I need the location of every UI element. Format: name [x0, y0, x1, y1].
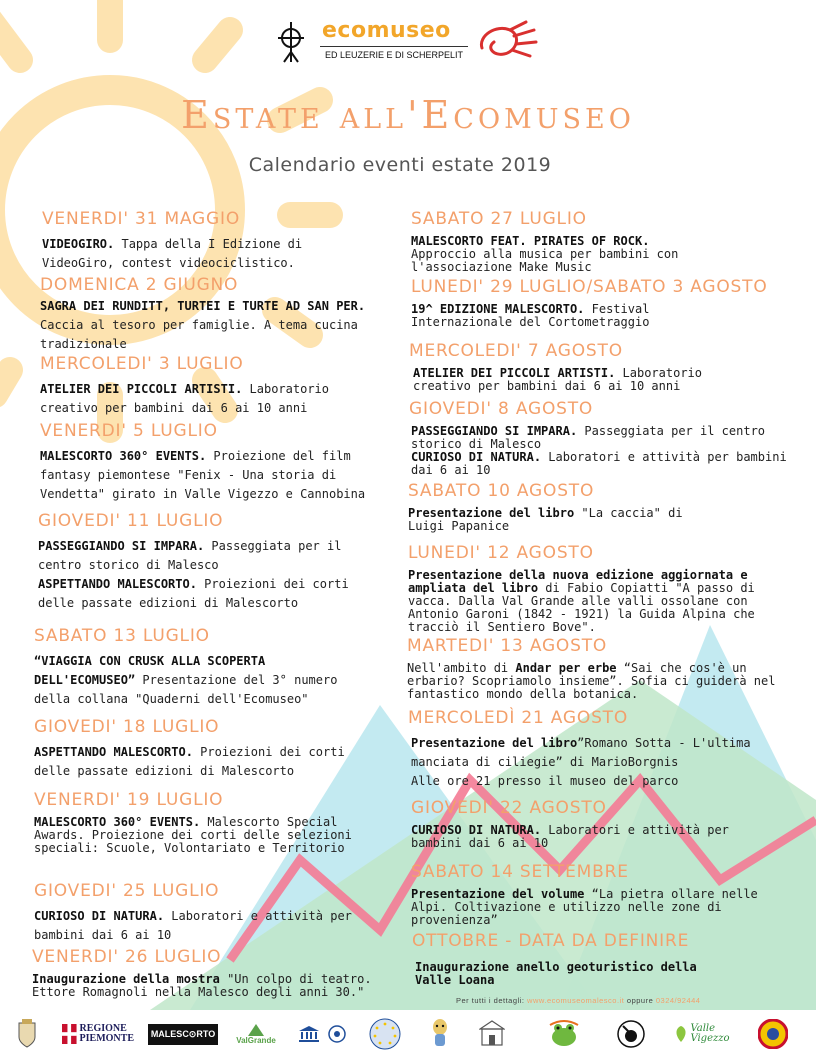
- event-title: “VIAGGIA CON CRUSK ALLA SCOPERTA DELL'ECOMUSEO”: [34, 654, 266, 687]
- event-29-luglio-3-agosto: [411, 277, 768, 329]
- event-title: Presentazione della nuova edizione aggiornata e ampliata del libro: [408, 568, 748, 595]
- website-link[interactable]: www.ecomuseomalesco.it: [527, 996, 625, 1005]
- event-date: SABATO 27 LUGLIO: [411, 209, 587, 229]
- event-title: MALESCORTO 360° EVENTS.: [40, 449, 207, 463]
- event-date: SABATO 10 AGOSTO: [408, 481, 595, 501]
- ecomuseo-symbol-icon: [276, 20, 306, 64]
- event-title: CURIOSO DI NATURA.: [411, 823, 542, 837]
- event-date: DOMENICA 2 GIUGNO: [40, 275, 239, 295]
- round-badge-logo: [756, 1018, 790, 1050]
- event-title: PASSEGGIANDO SI IMPARA.: [38, 539, 205, 553]
- hand-logo-icon: [476, 18, 540, 64]
- event-7-agosto: [409, 341, 739, 393]
- event-date: MERCOLEDI' 7 AGOSTO: [409, 341, 623, 361]
- event-31-maggio: [42, 209, 372, 273]
- event-date: VENERDI' 5 LUGLIO: [40, 421, 218, 441]
- event-title: Andar per erbe: [515, 661, 617, 675]
- event-description: “La pietra ollare nelle Alpi. Coltivazione e utilizzo nelle zone di provenienza”: [411, 887, 758, 927]
- event-date: LUNEDI' 29 LUGLIO/SABATO 3 AGOSTO: [411, 277, 768, 297]
- event-title-2: CURIOSO DI NATURA.: [411, 450, 542, 464]
- event-description: Laboratorio creativo per bambini dai 6 ai 10 anni: [40, 382, 329, 415]
- event-title: ATELIER DEI PICCOLI ARTISTI.: [413, 366, 616, 380]
- event-title: Inaugurazione della mostra: [32, 972, 220, 986]
- comune-crest-icon: [16, 1018, 38, 1050]
- malescorto-logo: MALESC⊙RTO: [153, 1018, 213, 1050]
- event-description: Festival Internazionale del Cortometraggio: [411, 302, 650, 329]
- event-title: PASSEGGIANDO SI IMPARA.: [411, 424, 578, 438]
- event-description: Presentazione del 3° numero della collana "Quaderni dell'Ecomuseo": [34, 673, 338, 706]
- event-27-luglio: [411, 209, 711, 274]
- event-description: Approccio alla musica per bambini con l'associazione Make Music: [411, 247, 679, 274]
- event-description: Passeggiata per il centro storico di Malesco: [411, 424, 766, 451]
- event-date: GIOVEDI' 25 LUGLIO: [34, 881, 220, 901]
- event-date: VENERDI' 26 LUGLIO: [32, 947, 222, 967]
- building-logo: [478, 1018, 506, 1050]
- event-18-luglio: [34, 717, 364, 781]
- event-date: GIOVEDI' 8 AGOSTO: [409, 399, 594, 419]
- contact-note: Per tutti i dettagli: www.ecomuseomalesco.it oppure 0324/92444: [456, 996, 701, 1005]
- event-date: VENERDI' 31 MAGGIO: [42, 209, 240, 229]
- event-description: “Sai che cos'è un erbario? Scopriamolo insieme”. Sofia ci guiderà nel fantastico mondo della botanica.: [407, 661, 776, 701]
- event-title: Presentazione del volume: [411, 887, 585, 901]
- event-21-agosto: [408, 708, 786, 791]
- event-title: SAGRA DEI RUNDITT, TURTEI E TURTE AD SAN PER.: [40, 299, 366, 313]
- regione-piemonte-logo: REGIONE PIEMONTE: [62, 1018, 134, 1050]
- event-description: ”Romano Sotta - L'ultima manciata di ciliegie” di MarioBorgnis: [411, 736, 751, 769]
- event-title: CURIOSO DI NATURA.: [34, 909, 165, 923]
- event-title-2: ASPETTANDO MALESCORTO.: [38, 577, 197, 591]
- phone-number: 0324/92444: [655, 996, 701, 1005]
- event-title: MALESCORTO 360° EVENTS.: [34, 815, 201, 829]
- event-3-luglio: [40, 354, 375, 418]
- event-description-2: Proiezioni dei corti delle passate edizioni di Malescorto: [38, 577, 349, 610]
- event-5-luglio: [40, 421, 385, 504]
- event-description: "Un colpo di teatro. Ettore Romagnoli nella Malesco degli anni 30.": [32, 972, 372, 999]
- event-date: GIOVEDI' 18 LUGLIO: [34, 717, 220, 737]
- event-25-luglio: [34, 881, 384, 945]
- eu-logo: [368, 1018, 402, 1050]
- event-8-agosto: [409, 399, 799, 477]
- ecomuseo-logo-subtitle: ED LEUZERIE E DI SCHERPELIT: [320, 46, 468, 60]
- event-description: Passeggiata per il centro storico di Malesco: [38, 539, 342, 572]
- event-description: Malescorto Special Awards. Proiezione dei corti delle selezioni speciali: Scuole, Volontariato e Territorio: [34, 815, 352, 855]
- event-date: SABATO 14 SETTEMBRE: [411, 862, 629, 882]
- event-12-agosto: [408, 543, 784, 634]
- event-date: OTTOBRE - DATA DA DEFINIRE: [412, 931, 690, 951]
- event-title: ASPETTANDO MALESCORTO.: [34, 745, 193, 759]
- event-date: SABATO 13 LUGLIO: [34, 626, 210, 646]
- event-ottobre: [412, 931, 732, 987]
- page-title: Estate all'Ecomuseo: [181, 93, 635, 137]
- event-date: MERCOLEDÌ 21 AGOSTO: [408, 708, 629, 728]
- event-13-agosto: [407, 636, 787, 701]
- event-11-luglio: [38, 511, 378, 613]
- event-description: Caccia al tesoro per famiglie. A tema cucina tradizionale: [40, 318, 358, 351]
- event-date: GIOVEDI' 22 AGOSTO: [411, 798, 607, 818]
- event-title: Inaugurazione anello geoturistico della Valle Loana: [415, 960, 697, 987]
- event-title: VIDEOGIRO.: [42, 237, 115, 251]
- event-title: ATELIER DEI PICCOLI ARTISTI.: [40, 382, 243, 396]
- event-description: Proiezione del film fantasy piemontese "Fenix - Una storia di Vendetta" girato in Valle Vigezzo e Cannobina: [40, 449, 366, 501]
- valgrande-logo: ValGrande: [232, 1018, 280, 1050]
- event-22-agosto: [411, 798, 741, 850]
- frog-logo: [546, 1018, 582, 1050]
- event-14-settembre: [411, 862, 761, 927]
- event-title: MALESCORTO FEAT. PIRATES OF ROCK.: [411, 234, 650, 248]
- event-26-luglio: [32, 947, 402, 999]
- event-date: VENERDI' 19 LUGLIO: [34, 790, 224, 810]
- event-title: 19^ EDIZIONE MALESCORTO.: [411, 302, 585, 316]
- circle-tool-logo: [616, 1018, 646, 1050]
- event-description: Tappa della I Edizione di VideoGiro, contest videociclistico.: [42, 237, 303, 270]
- event-13-luglio: [34, 626, 354, 709]
- valle-vigezzo-logo: Valle Vigezzo: [674, 1018, 730, 1050]
- ecomuseo-logo-text: ecomuseo: [322, 18, 451, 43]
- unesco-logo-2: [326, 1018, 348, 1050]
- event-date: MARTEDI' 13 AGOSTO: [407, 636, 608, 656]
- mascot-logo: [428, 1018, 452, 1050]
- event-19-luglio: [34, 790, 354, 855]
- unesco-logo: [298, 1018, 320, 1050]
- event-date: LUNEDI' 12 AGOSTO: [408, 543, 594, 563]
- event-description: di Fabio Copiatti "A passo di vacca. Dalla Val Grande alle valli ossolane con Antonio Garoni (1842 - 1921) la Guida Alpina che tracciò il Sentiero Bove".: [408, 581, 755, 634]
- page-subtitle: Calendario eventi estate 2019: [248, 154, 552, 176]
- event-title: Presentazione del libro: [408, 506, 575, 520]
- event-date: MERCOLEDI' 3 LUGLIO: [40, 354, 244, 374]
- event-description: Laboratori e attività per bambini dai 6 ai 10: [34, 909, 352, 942]
- event-description: Laboratori e attività per bambini dai 6 ai 10: [411, 823, 729, 850]
- event-2-giugno: [40, 275, 412, 354]
- event-title: Presentazione del libro: [411, 736, 578, 750]
- event-description: Laboratorio creativo per bambini dai 6 ai 10 anni: [413, 366, 702, 393]
- event-intro: Nell'ambito di: [407, 661, 516, 675]
- event-date: GIOVEDI' 11 LUGLIO: [38, 511, 224, 531]
- event-10-agosto: [408, 481, 708, 533]
- event-description: Proiezioni dei corti delle passate edizioni di Malescorto: [34, 745, 345, 778]
- event-description: "La caccia" di Luigi Papanice: [408, 506, 683, 533]
- event-note: Alle ore 21 presso il museo del parco: [411, 774, 679, 788]
- event-description-2: Laboratori e attività per bambini dai 6 ai 10: [411, 450, 787, 477]
